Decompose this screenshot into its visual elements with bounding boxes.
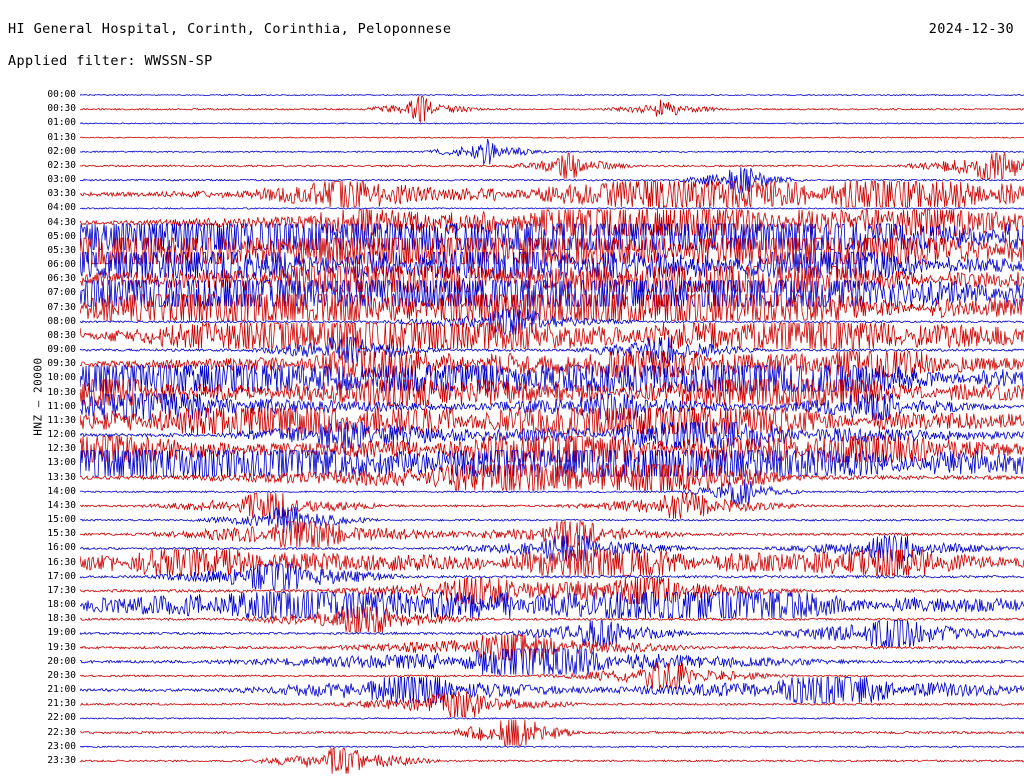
time-tick-label: 19:30: [47, 641, 76, 653]
time-tick-label: 05:30: [47, 244, 76, 256]
time-tick-label: 14:30: [47, 499, 76, 511]
filter-label: Applied filter: WWSSN-SP: [8, 53, 213, 69]
time-tick-label: 07:30: [47, 301, 76, 313]
trace-line: [80, 323, 1024, 349]
trace-line: [80, 167, 1024, 193]
time-tick-label: 22:00: [47, 712, 76, 724]
trace-line: [80, 95, 1024, 96]
time-tick-label: 23:30: [47, 754, 76, 766]
page-title: HI General Hospital, Corinth, Corinthia, Peloponnese: [8, 21, 452, 37]
time-tick-label: 21:00: [47, 684, 76, 696]
time-tick-label: 08:00: [47, 315, 76, 327]
time-tick-label: 17:30: [47, 584, 76, 596]
trace-line: [80, 352, 1024, 378]
trace-line: [80, 507, 1024, 533]
trace-line: [80, 493, 1024, 519]
chart-header: [0, 0, 1024, 78]
trace-line: [80, 97, 1024, 123]
trace-line: [80, 536, 1024, 562]
time-tick-label: 16:30: [47, 556, 76, 568]
trace-line: [80, 137, 1024, 138]
time-tick-label: 17:00: [47, 570, 76, 582]
time-tick-label: 10:30: [47, 386, 76, 398]
time-tick-label: 00:30: [47, 103, 76, 115]
trace-line: [80, 635, 1024, 661]
time-tick-label: 06:00: [47, 259, 76, 271]
time-tick-label: 02:30: [47, 159, 76, 171]
time-tick-label: 09:00: [47, 344, 76, 356]
seismogram-traces: [80, 78, 1024, 778]
trace-line: [80, 281, 1024, 307]
time-tick-label: 14:00: [47, 485, 76, 497]
trace-line: [80, 153, 1024, 179]
trace-line: [80, 720, 1024, 746]
trace-line: [80, 746, 1024, 747]
time-tick-label: 16:00: [47, 542, 76, 554]
trace-line: [80, 139, 1024, 165]
time-tick-label: 18:00: [47, 599, 76, 611]
time-tick-label: 13:00: [47, 457, 76, 469]
trace-line: [80, 677, 1024, 703]
time-tick-label: 01:30: [47, 131, 76, 143]
time-tick-label: 18:30: [47, 613, 76, 625]
time-tick-label: 09:30: [47, 358, 76, 370]
time-tick-label: 04:30: [47, 216, 76, 228]
time-tick-label: 04:00: [47, 202, 76, 214]
time-tick-label: 05:00: [47, 230, 76, 242]
time-tick-label: 01:00: [47, 117, 76, 129]
time-tick-label: 15:00: [47, 514, 76, 526]
time-tick-label: 06:30: [47, 273, 76, 285]
trace-line: [80, 182, 1024, 208]
time-tick-label: 07:00: [47, 287, 76, 299]
time-tick-label: 19:00: [47, 627, 76, 639]
time-tick-label: 02:00: [47, 145, 76, 157]
trace-line: [80, 123, 1024, 124]
time-tick-label: 22:30: [47, 726, 76, 738]
time-tick-label: 11:30: [47, 414, 76, 426]
time-tick-label: 00:00: [47, 89, 76, 101]
time-axis: [0, 78, 80, 778]
time-tick-label: 10:00: [47, 372, 76, 384]
trace-line: [80, 621, 1024, 647]
trace-line: [80, 366, 1024, 392]
time-tick-label: 03:30: [47, 188, 76, 200]
time-tick-label: 21:30: [47, 698, 76, 710]
time-tick-label: 20:30: [47, 669, 76, 681]
trace-line: [80, 718, 1024, 719]
helicorder-plot: [0, 78, 1024, 778]
trace-line: [80, 522, 1024, 548]
time-tick-label: 11:00: [47, 400, 76, 412]
trace-line: [80, 748, 1024, 774]
y-axis-label: HNZ – 20000: [31, 357, 45, 436]
time-tick-label: 13:30: [47, 471, 76, 483]
time-tick-label: 15:30: [47, 528, 76, 540]
time-tick-label: 08:30: [47, 329, 76, 341]
time-tick-label: 12:30: [47, 443, 76, 455]
trace-line: [80, 208, 1024, 209]
time-tick-label: 23:00: [47, 740, 76, 752]
time-tick-label: 03:00: [47, 174, 76, 186]
date-label: 2024-12-30: [928, 21, 1014, 37]
time-tick-label: 12:00: [47, 429, 76, 441]
time-tick-label: 20:00: [47, 655, 76, 667]
